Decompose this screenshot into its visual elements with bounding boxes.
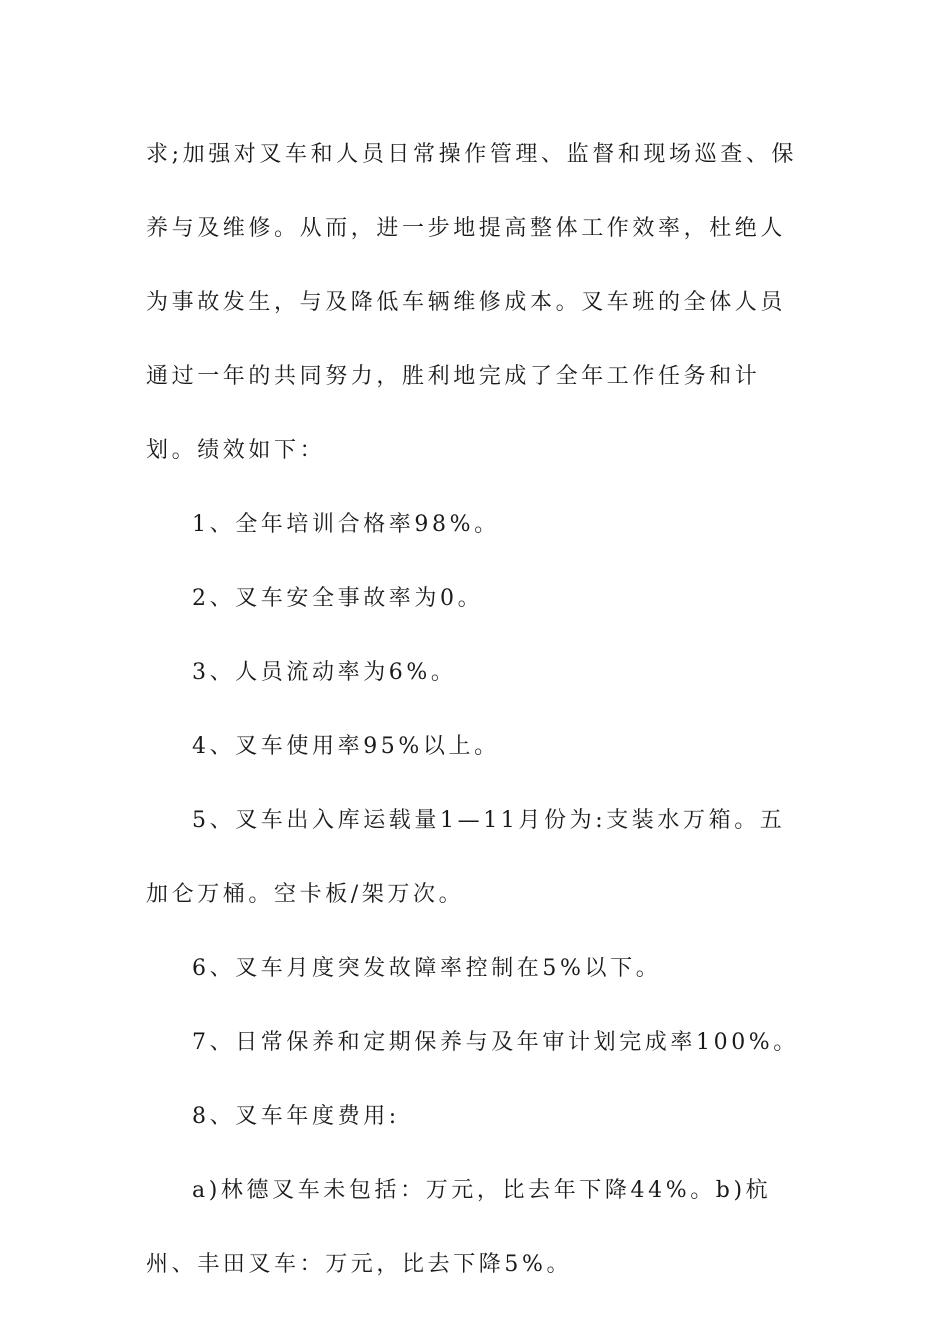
- list-item-usage-rate: 4、叉车使用率95%以上。: [192, 734, 500, 759]
- list-item-turnover-rate: 3、人员流动率为6%。: [192, 660, 457, 685]
- list-item-cost-details: a)林德叉车未包括：万元，比去年下降44%。b)杭州、丰田叉车：万元，比去下降5%。: [146, 1178, 772, 1277]
- list-item-annual-cost: 8、叉车年度费用:: [192, 1104, 400, 1129]
- list-item-transport-volume: 5、叉车出入库运载量1—11月份为:支装水万箱。五加仑万桶。空卡板/架万次。: [146, 808, 786, 907]
- list-item-training-rate: 1、全年培训合格率98%。: [192, 512, 500, 537]
- list-item-accident-rate: 2、叉车安全事故率为0。: [192, 586, 484, 611]
- list-item-maintenance-completion: 7、日常保养和定期保养与及年审计划完成率100%。: [192, 1030, 799, 1055]
- document-body: [146, 118, 810, 1302]
- paragraph-intro: 求;加强对叉车和人员日常操作管理、监督和现场巡查、保养与及维修。从而，进一步地提高整体工作效率，杜绝人为事故发生，与及降低车辆维修成本。叉车班的全体人员通过一年的共同努力，胜利地完成了全年工作任务和计划。绩效如下：: [146, 142, 798, 463]
- list-item-failure-rate: 6、叉车月度突发故障率控制在5%以下。: [192, 956, 662, 981]
